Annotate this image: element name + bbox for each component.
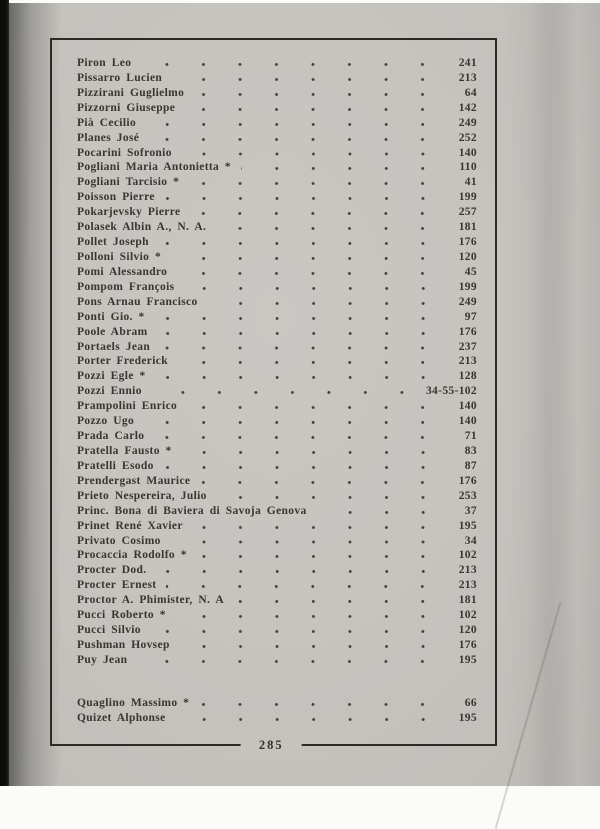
entry-name: Procaccia Rodolfo *: [77, 549, 187, 562]
entry-page-number: 249: [458, 295, 477, 308]
index-row: [77, 117, 477, 132]
dot-leader: [185, 102, 445, 117]
entry-name: Puy Jean: [77, 653, 128, 666]
entry-name: Prieto Nespereira, Julio: [77, 489, 207, 502]
entry-name: Pizzorni Giuseppe: [77, 101, 176, 114]
entry-page-number: 120: [458, 250, 477, 263]
dot-leader: [146, 117, 445, 132]
dot-leader: [137, 654, 445, 669]
index-row: [77, 594, 477, 609]
entry-name: Pollet Joseph: [77, 236, 149, 249]
entry-name: Quizet Alphonse: [77, 711, 166, 724]
entry-page-number: 213: [458, 355, 477, 368]
index-section-q: [77, 697, 477, 727]
entry-page-number: 128: [458, 370, 477, 383]
dot-leader: [217, 490, 445, 505]
entry-page-number: 41: [464, 176, 477, 189]
dot-leader: [180, 639, 445, 654]
entry-name: Pucci Silvio: [77, 624, 141, 637]
entry-name: Pons Arnau Francisco: [77, 295, 198, 308]
entry-page-number: 253: [458, 489, 477, 502]
entry-name: Pompom François: [77, 280, 175, 293]
dot-leader: [190, 206, 445, 221]
entry-page-number: 213: [458, 71, 477, 84]
index-row: [77, 624, 477, 639]
dot-leader: [177, 266, 445, 281]
entry-page-number: 71: [464, 430, 477, 443]
entry-name: Pozzo Ugo: [77, 415, 135, 428]
entry-name: Proctor A. Phimister, N. A: [77, 594, 224, 607]
entry-page-number: 66: [464, 696, 477, 709]
entry-page-number: 176: [458, 325, 477, 338]
entry-name: Pokarjevsky Pierre: [77, 206, 181, 219]
dot-leader: [182, 445, 445, 460]
index-row: [77, 191, 477, 206]
index-row: [77, 221, 477, 236]
page-number: 285: [241, 738, 302, 753]
index-section-p: [77, 57, 477, 669]
index-row: [77, 609, 477, 624]
index-row: [77, 281, 477, 296]
entry-name: Pratella Fausto *: [77, 444, 172, 457]
entry-page-number: 195: [458, 653, 477, 666]
entry-name: Pomi Alessandro: [77, 265, 168, 278]
entry-page-number: 199: [458, 191, 477, 204]
index-row: [77, 326, 477, 341]
dot-leader: [159, 236, 445, 251]
dot-leader: [185, 281, 445, 296]
entry-page-number: 120: [458, 624, 477, 637]
index-row: [77, 311, 477, 326]
index-row: [77, 102, 477, 117]
dot-leader: [193, 520, 445, 535]
index-row: [77, 57, 477, 72]
index-row: [77, 132, 477, 147]
entry-name: Portaels Jean: [77, 340, 151, 353]
entry-name: Pogliani Maria Antonietta *: [77, 161, 231, 174]
index-row: [77, 385, 477, 400]
index-row: [77, 549, 477, 564]
dot-leader: [154, 430, 445, 445]
entry-page-number: 181: [458, 594, 477, 607]
entry-page-number: 37: [464, 504, 477, 517]
index-row: [77, 505, 477, 520]
entry-name: Prampolini Enrico: [77, 400, 178, 413]
entry-page-number: 34: [464, 534, 477, 547]
entry-name: Poole Abram: [77, 325, 148, 338]
dot-leader: [166, 579, 445, 594]
index-row: [77, 639, 477, 654]
index-row: [77, 579, 477, 594]
index-row: [77, 654, 477, 669]
entry-name: Pogliani Tarcisio *: [77, 176, 180, 189]
index-row: [77, 460, 477, 475]
entry-name: Prendergast Maurice: [77, 474, 191, 487]
dot-leader: [165, 191, 445, 206]
index-row: [77, 296, 477, 311]
dot-leader: [141, 57, 445, 72]
book-spine-edge: [0, 0, 9, 786]
dot-leader: [176, 609, 445, 624]
entry-name: Polloni Silvio *: [77, 250, 162, 263]
dot-leader: [216, 221, 445, 236]
entry-name: Prinet René Xavier: [77, 519, 183, 532]
entry-name: Privato Cosimo: [77, 534, 161, 547]
entry-page-number: 241: [458, 57, 477, 69]
entry-name: Pià Cecilio: [77, 116, 137, 129]
index-row: [77, 206, 477, 221]
entry-page-number: 237: [458, 340, 477, 353]
entry-name: Ponti Gio. *: [77, 310, 145, 323]
dot-leader: [157, 564, 445, 579]
dot-leader: [194, 87, 445, 102]
dot-leader: [152, 385, 424, 400]
dot-leader: [241, 161, 445, 176]
index-row: [77, 712, 477, 727]
entry-name: Princ. Bona di Baviera di Savoja Genova: [77, 504, 307, 517]
index-row: [77, 87, 477, 102]
entry-name: Quaglino Massimo *: [77, 696, 190, 709]
index-row: [77, 400, 477, 415]
entry-page-number: 97: [464, 310, 477, 323]
entry-page-number: 213: [458, 579, 477, 592]
index-row: [77, 72, 477, 87]
dot-leader: [160, 341, 445, 356]
dot-leader: [171, 535, 445, 550]
entry-name: Porter Frederick: [77, 355, 169, 368]
index-row: [77, 251, 477, 266]
entry-name: Pucci Roberto *: [77, 609, 166, 622]
entry-page-number: 140: [458, 415, 477, 428]
dot-leader: [156, 370, 445, 385]
dot-leader: [187, 400, 445, 415]
dot-leader: [164, 460, 445, 475]
entry-page-number: 213: [458, 564, 477, 577]
index-row: [77, 535, 477, 550]
entry-name: Pratelli Esodo: [77, 459, 154, 472]
entry-page-number: 195: [458, 711, 477, 724]
index-row: [77, 355, 477, 370]
index-row: [77, 147, 477, 162]
index-row: [77, 520, 477, 535]
dot-leader: [317, 505, 445, 520]
dot-leader: [144, 415, 445, 430]
index-row: [77, 697, 477, 712]
index-row: [77, 564, 477, 579]
entry-page-number: 45: [464, 265, 477, 278]
entry-name: Pozzi Egle *: [77, 370, 146, 383]
index-row: [77, 370, 477, 385]
entry-page-number: 257: [458, 206, 477, 219]
dot-leader: [172, 72, 445, 87]
entry-page-number: 252: [458, 131, 477, 144]
entry-name: Pozzi Ennio: [77, 385, 142, 398]
entry-name: Pocarini Sofronio: [77, 146, 172, 159]
entry-page-number: 181: [458, 221, 477, 234]
entry-name: Pushman Hovsep: [77, 638, 170, 651]
index-row: [77, 176, 477, 191]
entry-page-number: 102: [458, 609, 477, 622]
entry-name: Poisson Pierre: [77, 191, 155, 204]
entry-page-number: 140: [458, 400, 477, 413]
index-row: [77, 161, 477, 176]
entry-page-number: 176: [458, 638, 477, 651]
dot-leader: [182, 147, 445, 162]
entry-page-number: 195: [458, 519, 477, 532]
entry-name: Piron Leo: [77, 57, 132, 69]
dot-leader: [197, 549, 445, 564]
dot-leader: [149, 132, 445, 147]
dot-leader: [199, 697, 445, 712]
dot-leader: [208, 296, 445, 311]
index-row: [77, 445, 477, 460]
entry-page-number: 140: [458, 146, 477, 159]
entry-name: Pissarro Lucien: [77, 71, 163, 84]
dot-leader: [178, 355, 445, 370]
entry-page-number: 176: [458, 236, 477, 249]
entry-page-number: 87: [464, 459, 477, 472]
index-row: [77, 236, 477, 251]
index-frame: [50, 38, 497, 752]
index-row: [77, 490, 477, 505]
entry-name: Procter Ernest: [77, 579, 157, 592]
entry-page-number: 64: [464, 86, 477, 99]
entry-name: Planes José: [77, 131, 140, 144]
dot-leader: [176, 712, 445, 727]
entry-name: Polasek Albin A., N. A.: [77, 221, 207, 234]
index-row: [77, 475, 477, 490]
dot-leader: [155, 311, 445, 326]
entry-name: Pizzirani Guglielmo: [77, 86, 185, 99]
dot-leader: [158, 326, 445, 341]
dot-leader: [189, 176, 445, 191]
dot-leader: [171, 251, 445, 266]
entry-name: Procter Dod.: [77, 564, 147, 577]
entry-page-number: 34-55-102: [425, 385, 477, 398]
entry-page-number: 142: [458, 101, 477, 114]
dot-leader: [200, 475, 445, 490]
index-row: [77, 415, 477, 430]
dot-leader: [151, 624, 445, 639]
entry-page-number: 176: [458, 474, 477, 487]
entry-page-number: 110: [459, 161, 477, 174]
dot-leader: [234, 594, 445, 609]
entry-page-number: 249: [458, 116, 477, 129]
index-row: [77, 266, 477, 281]
entry-page-number: 102: [458, 549, 477, 562]
index-row: [77, 430, 477, 445]
entry-name: Prada Carlo: [77, 430, 145, 443]
entry-page-number: 83: [464, 444, 477, 457]
index-row: [77, 341, 477, 356]
entry-page-number: 199: [458, 280, 477, 293]
